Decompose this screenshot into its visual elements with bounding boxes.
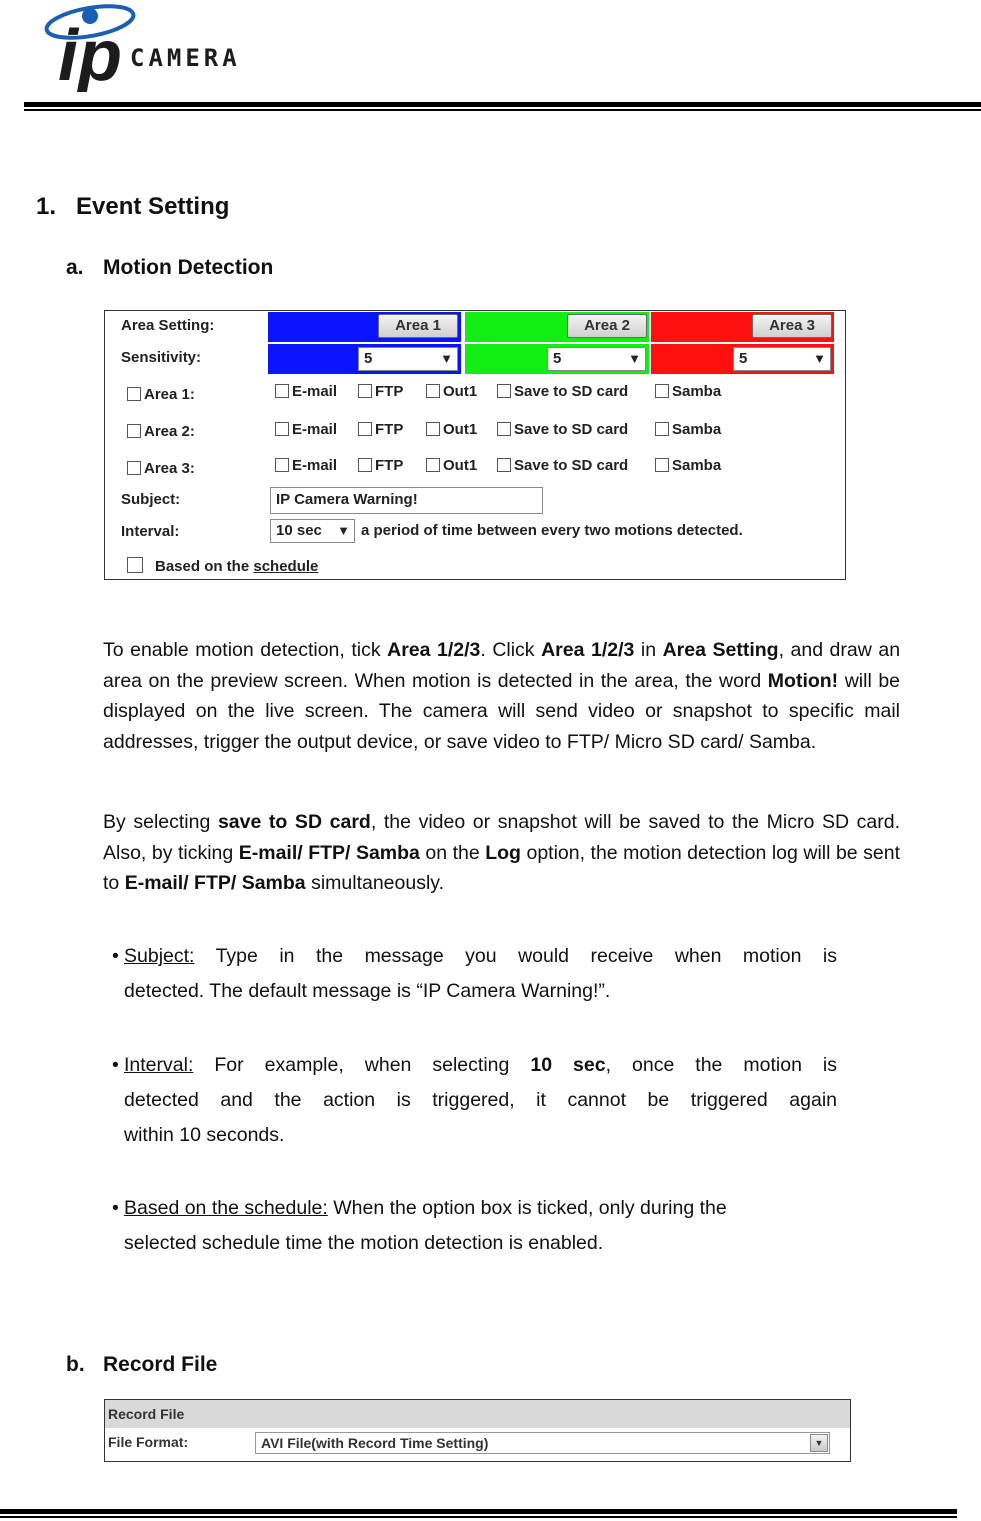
subsection-a-title: Motion Detection: [103, 256, 274, 279]
bullet-dot-icon: •: [112, 1054, 119, 1076]
subject-input[interactable]: IP Camera Warning!: [270, 487, 543, 514]
para2-bold-3: Log: [485, 841, 521, 864]
checkbox[interactable]: [358, 384, 372, 398]
area-1-sens-cell: [268, 344, 461, 374]
checkbox[interactable]: [426, 422, 440, 436]
logo-graphic: [42, 2, 312, 92]
sd-label: Save to SD card: [514, 383, 629, 400]
bullet-dot-icon: •: [112, 945, 119, 967]
row3-ftp-option[interactable]: [358, 457, 403, 474]
bullet-subject-line2: detected. The default message is “IP Camera Warning!”.: [124, 980, 611, 1002]
ftp-label: FTP: [375, 421, 404, 438]
section-number: 1.: [36, 193, 57, 220]
bullet-schedule-line1: When the option box is ticked, only during the: [327, 1197, 727, 1219]
para1-text-3: in: [634, 639, 663, 661]
area-2-sens-cell: [465, 344, 649, 374]
header-divider: [24, 102, 981, 112]
motion-detection-description: [103, 635, 900, 757]
area-2-sensitivity-select[interactable]: [547, 347, 646, 371]
para2-text-2: , the video or snapshot will be saved to the Micro SD card. Also, by ticking: [103, 811, 900, 864]
checkbox[interactable]: [655, 422, 669, 436]
subsection-a-letter: a.: [66, 256, 84, 279]
row1-sd-option[interactable]: [497, 383, 628, 400]
ftp-label: FTP: [375, 457, 404, 474]
area-3-checkbox-row[interactable]: [127, 460, 195, 477]
bullet-interval-line1a: For example, when selecting: [214, 1054, 531, 1076]
interval-description: a period of time between every two motions detected.: [361, 522, 743, 539]
schedule-option[interactable]: [127, 557, 318, 575]
row3-email-option[interactable]: [275, 457, 337, 474]
subsection-b-title: Record File: [103, 1353, 218, 1376]
para1-text-5: will be displayed on the live screen. The camera will send video or snapshot to specific mail addresses, trigger the output device, or save video to FTP/ Micro SD card/ Samba.: [103, 669, 901, 753]
checkbox[interactable]: [127, 557, 143, 573]
sd-card-description: [103, 807, 900, 899]
area-3-button[interactable]: Area 3: [752, 314, 832, 338]
checkbox[interactable]: [497, 384, 511, 398]
logo-word: CAMERA: [130, 44, 241, 72]
checkbox[interactable]: [655, 458, 669, 472]
chevron-down-icon[interactable]: ▼: [810, 1434, 828, 1452]
section-title: Event Setting: [76, 193, 230, 220]
checkbox[interactable]: [275, 384, 289, 398]
checkbox[interactable]: [127, 424, 141, 438]
row3-out1-option[interactable]: [426, 457, 477, 474]
bullet-schedule-line2: selected schedule time the motion detection is enabled.: [124, 1232, 604, 1254]
area-1-checkbox-row[interactable]: [127, 386, 195, 403]
para2-text-4: option, the motion detection log will be sent to: [103, 841, 900, 894]
footer-divider: [0, 1509, 957, 1519]
subsection-b-letter: b.: [66, 1353, 85, 1376]
area-2-label: Area 2:: [144, 423, 195, 440]
area-setting-label: Area Setting:: [121, 317, 215, 334]
checkbox[interactable]: [275, 422, 289, 436]
area-2-sensitivity-value: 5: [553, 350, 562, 367]
area-3-label: Area 3:: [144, 460, 195, 477]
row2-out1-option[interactable]: [426, 421, 477, 438]
bullet-interval-term: Interval:: [124, 1054, 194, 1076]
para1-bold-3: Area Setting: [662, 639, 779, 661]
para1-bold-2: Area 1/2/3: [541, 639, 635, 661]
row1-email-option[interactable]: [275, 383, 337, 400]
checkbox[interactable]: [358, 458, 372, 472]
samba-label: Samba: [672, 383, 722, 400]
bullet-subject: [112, 939, 837, 1009]
area-3-sens-cell: [651, 344, 834, 374]
checkbox[interactable]: [275, 458, 289, 472]
sd-label: Save to SD card: [514, 421, 629, 438]
area-2-color-cell: [465, 312, 649, 342]
row2-samba-option[interactable]: [655, 421, 721, 438]
row2-email-option[interactable]: [275, 421, 337, 438]
out1-label: Out1: [443, 383, 478, 400]
row2-ftp-option[interactable]: [358, 421, 403, 438]
checkbox[interactable]: [497, 422, 511, 436]
subsection-a-heading: [66, 256, 273, 280]
para1-text-2: . Click: [480, 639, 542, 661]
chevron-down-icon: ▼: [337, 523, 350, 538]
para1-text-4: , and draw an area on the preview screen. When motion is detected in the area, the word: [103, 639, 901, 692]
row1-samba-option[interactable]: [655, 383, 721, 400]
interval-label: Interval:: [121, 523, 180, 540]
subsection-b-heading: [66, 1353, 217, 1377]
para2-bold-2: E-mail/ FTP/ Samba: [238, 841, 420, 864]
chevron-down-icon: ▼: [628, 351, 641, 366]
samba-label: Samba: [672, 421, 722, 438]
motion-detection-panel: [104, 310, 846, 580]
para2-text-5: simultaneously.: [305, 872, 445, 894]
para2-bold-1: save to SD card: [217, 811, 371, 833]
checkbox[interactable]: [426, 384, 440, 398]
bullet-interval-line3: within 10 seconds.: [124, 1124, 285, 1146]
ip-camera-logo: [42, 2, 312, 92]
email-label: E-mail: [292, 383, 338, 400]
section-heading: [36, 193, 229, 221]
area-2-checkbox-row[interactable]: [127, 423, 195, 440]
para1-bold-1: Area 1/2/3: [387, 639, 481, 661]
interval-value: 10 sec: [276, 522, 322, 539]
area-3-color-cell: [651, 312, 834, 342]
bullet-schedule: [112, 1191, 837, 1261]
ftp-label: FTP: [375, 383, 404, 400]
row3-sd-option[interactable]: [497, 457, 628, 474]
chevron-down-icon: ▼: [440, 351, 453, 366]
row3-samba-option[interactable]: [655, 457, 721, 474]
bullet-subject-term: Subject:: [124, 945, 195, 967]
bullet-subject-line1: Type in the message you would receive when motion is: [215, 945, 837, 967]
row2-sd-option[interactable]: [497, 421, 628, 438]
area-1-sensitivity-select[interactable]: [358, 347, 458, 371]
para2-text-1: By selecting: [103, 811, 218, 833]
file-format-label: File Format:: [108, 1434, 189, 1450]
area-1-sensitivity-value: 5: [364, 350, 373, 367]
bullet-interval-line2: detected and the action is triggered, it cannot be triggered again: [124, 1089, 837, 1111]
checkbox[interactable]: [426, 458, 440, 472]
file-format-value: AVI File(with Record Time Setting): [261, 1435, 489, 1451]
area-3-sensitivity-value: 5: [739, 350, 748, 367]
chevron-down-icon: ▼: [813, 351, 826, 366]
checkbox[interactable]: [127, 461, 141, 475]
samba-label: Samba: [672, 457, 722, 474]
bullet-schedule-term: Based on the schedule:: [124, 1197, 328, 1219]
area-2-button[interactable]: Area 2: [567, 314, 647, 338]
para2-bold-4: E-mail/ FTP/ Samba: [124, 872, 306, 894]
bullet-interval-line1c: , once the motion is: [605, 1054, 838, 1076]
para1-bold-4: Motion!: [767, 669, 839, 692]
subject-label: Subject:: [121, 491, 181, 508]
para1-text-1: To enable motion detection, tick: [103, 639, 388, 661]
schedule-prefix: Based on the: [155, 558, 254, 575]
out1-label: Out1: [443, 421, 478, 438]
area-3-sensitivity-select[interactable]: [733, 347, 831, 371]
email-label: E-mail: [292, 421, 338, 438]
sd-label: Save to SD card: [514, 457, 629, 474]
sensitivity-label: Sensitivity:: [121, 349, 202, 366]
checkbox[interactable]: [127, 387, 141, 401]
logo-brand: ip: [58, 16, 122, 92]
checkbox[interactable]: [655, 384, 669, 398]
area-1-color-cell: [268, 312, 461, 342]
area-1-button[interactable]: Area 1: [378, 314, 458, 338]
row1-ftp-option[interactable]: [358, 383, 403, 400]
email-label: E-mail: [292, 457, 338, 474]
para2-text-3: on the: [419, 841, 486, 864]
out1-label: Out1: [443, 457, 478, 474]
bullet-dot-icon: •: [112, 1197, 119, 1219]
bullet-interval: [112, 1048, 837, 1153]
bullet-interval-line1b: 10 sec: [530, 1054, 606, 1076]
area-1-label: Area 1:: [144, 386, 195, 403]
checkbox[interactable]: [497, 458, 511, 472]
file-format-select[interactable]: [255, 1432, 830, 1454]
checkbox[interactable]: [358, 422, 372, 436]
row1-out1-option[interactable]: [426, 383, 477, 400]
schedule-link[interactable]: schedule: [253, 558, 319, 575]
record-file-panel: [104, 1399, 851, 1462]
interval-select[interactable]: [270, 519, 355, 543]
record-file-header: Record File: [105, 1400, 850, 1428]
